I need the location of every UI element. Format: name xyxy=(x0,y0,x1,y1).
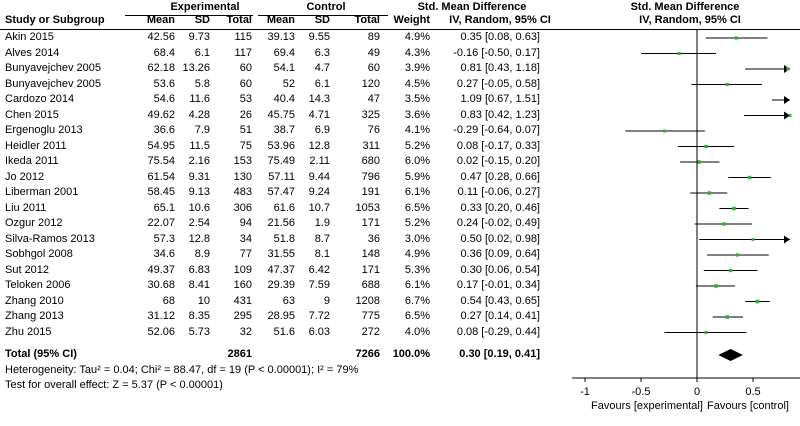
row-sd2: 2.11 xyxy=(309,155,330,167)
row-w: 6.5% xyxy=(404,201,430,214)
row-sd2: 9 xyxy=(323,294,330,307)
total-ci: 0.30 [0.19, 0.41] xyxy=(459,348,540,360)
row-study: Alves 2014 xyxy=(5,46,60,59)
row-ci: 0.30 [0.06, 0.54] xyxy=(460,263,540,276)
col-total1: Total xyxy=(226,14,252,26)
row-n2: 148 xyxy=(361,248,380,260)
row-ci: 0.33 [0.20, 0.46] xyxy=(460,201,540,214)
study-estimate-square xyxy=(736,253,739,256)
ci-arrow xyxy=(784,96,790,104)
row-n1: 431 xyxy=(233,294,252,307)
row-study: Zhang 2013 xyxy=(5,310,64,322)
row-sd2: 7.59 xyxy=(308,279,330,291)
study-estimate-square xyxy=(748,176,751,179)
row-w: 3.9% xyxy=(404,62,430,74)
row-ci: 0.83 [0.42, 1.23] xyxy=(460,108,540,121)
favours-control-label: Favours [control] xyxy=(707,400,789,412)
row-w: 4.0% xyxy=(404,325,430,338)
x-tick-label: 0.5 xyxy=(745,386,761,398)
row-study: Teloken 2006 xyxy=(5,279,71,291)
row-sd1: 9.31 xyxy=(188,170,210,183)
study-estimate-square xyxy=(732,207,736,211)
pooled-diamond xyxy=(718,349,743,361)
total-weight: 100.0% xyxy=(392,348,430,360)
col-mean2: Mean xyxy=(266,14,295,26)
row-m1: 75.54 xyxy=(147,155,175,167)
row-w: 6.7% xyxy=(404,294,430,307)
row-m1: 36.6 xyxy=(153,124,175,136)
row-w: 6.1% xyxy=(404,186,430,198)
row-sd2: 6.1 xyxy=(314,77,330,90)
row-sd1: 4.28 xyxy=(188,108,210,121)
row-sd1: 6.1 xyxy=(194,46,210,59)
row-n1: 51 xyxy=(239,124,252,136)
row-ci: 0.27 [0.14, 0.41] xyxy=(460,310,540,322)
col-total2: Total xyxy=(354,14,380,26)
row-n1: 77 xyxy=(239,248,252,260)
row-sd1: 7.9 xyxy=(194,124,210,136)
study-estimate-square xyxy=(708,191,712,195)
row-ci: 0.17 [-0.01, 0.34] xyxy=(456,279,540,291)
row-n2: 796 xyxy=(361,170,380,183)
row-m2: 61.6 xyxy=(273,201,295,214)
row-ci: 0.11 [-0.06, 0.27] xyxy=(457,186,540,198)
row-m2: 45.75 xyxy=(267,108,295,121)
row-m1: 34.6 xyxy=(153,248,175,260)
row-m1: 54.95 xyxy=(147,139,175,152)
study-estimate-square xyxy=(752,238,755,241)
row-sd1: 5.73 xyxy=(188,325,210,338)
row-study: Bunyavejchev 2005 xyxy=(5,77,102,90)
row-sd1: 11.6 xyxy=(189,93,210,105)
overall-effect-note: Test for overall effect: Z = 5.37 (P < 0.00001) xyxy=(5,379,223,391)
row-w: 5.3% xyxy=(404,263,430,276)
row-sd2: 9.24 xyxy=(308,186,330,198)
row-n2: 76 xyxy=(367,124,380,136)
row-n1: 160 xyxy=(233,279,252,291)
row-sd1: 2.54 xyxy=(188,217,210,229)
row-m2: 63 xyxy=(282,294,295,307)
row-ci: 1.09 [0.67, 1.51] xyxy=(460,93,540,105)
row-w: 5.2% xyxy=(404,217,430,229)
ci-arrow xyxy=(784,236,790,244)
row-m1: 30.68 xyxy=(147,279,175,291)
row-m2: 40.4 xyxy=(273,93,295,105)
row-sd2: 6.42 xyxy=(308,263,330,276)
row-sd2: 8.7 xyxy=(314,232,330,245)
row-ci: -0.16 [-0.50, 0.17] xyxy=(453,46,540,59)
row-n1: 295 xyxy=(233,310,252,322)
row-m2: 21.56 xyxy=(267,217,295,229)
row-n1: 117 xyxy=(234,46,252,59)
row-m1: 68.4 xyxy=(153,46,175,59)
row-study: Zhu 2015 xyxy=(5,325,52,338)
row-n2: 89 xyxy=(367,31,380,43)
row-m1: 57.3 xyxy=(153,232,175,245)
row-n2: 49 xyxy=(367,46,380,59)
study-estimate-square xyxy=(663,129,666,132)
row-ci: 0.81 [0.43, 1.18] xyxy=(460,62,540,74)
row-sd1: 5.8 xyxy=(194,77,210,90)
row-n1: 60 xyxy=(239,77,252,90)
row-w: 6.5% xyxy=(404,310,430,322)
row-n1: 153 xyxy=(233,155,252,167)
study-estimate-square xyxy=(735,36,738,39)
row-m2: 52 xyxy=(282,77,295,90)
row-m2: 75.49 xyxy=(267,155,295,167)
study-estimate-square xyxy=(678,52,681,55)
row-m1: 65.1 xyxy=(153,201,175,214)
row-sd1: 10 xyxy=(197,294,210,307)
row-n1: 60 xyxy=(239,62,252,74)
row-w: 4.5% xyxy=(404,77,430,90)
row-ci: 0.54 [0.43, 0.65] xyxy=(460,294,540,307)
row-n2: 60 xyxy=(367,62,380,74)
row-n1: 94 xyxy=(239,217,252,229)
row-study: Liberman 2001 xyxy=(5,186,79,198)
x-tick-label: -0.5 xyxy=(631,386,651,398)
row-m2: 57.11 xyxy=(268,170,295,183)
row-m2: 28.95 xyxy=(267,310,295,322)
row-w: 6.0% xyxy=(404,155,430,167)
row-m1: 22.07 xyxy=(147,217,175,229)
row-n2: 191 xyxy=(361,186,380,198)
row-m2: 47.37 xyxy=(267,263,295,276)
row-sd2: 6.03 xyxy=(308,325,330,338)
row-study: Silva-Ramos 2013 xyxy=(5,232,95,245)
row-n2: 688 xyxy=(361,279,380,291)
row-sd2: 1.9 xyxy=(314,217,330,229)
row-n2: 272 xyxy=(361,325,380,338)
row-sd1: 9.73 xyxy=(188,31,210,43)
row-m1: 52.06 xyxy=(147,325,175,338)
row-n2: 311 xyxy=(362,139,380,152)
col-ci: IV, Random, 95% CI xyxy=(449,14,551,26)
row-n2: 120 xyxy=(361,77,380,90)
row-study: Sut 2012 xyxy=(5,263,50,276)
row-w: 3.5% xyxy=(404,93,430,105)
row-m2: 54.1 xyxy=(273,62,295,74)
row-n2: 36 xyxy=(367,232,380,245)
row-m1: 42.56 xyxy=(147,31,175,43)
row-sd1: 2.16 xyxy=(188,155,210,167)
row-sd1: 13.26 xyxy=(182,62,210,74)
row-m2: 29.39 xyxy=(267,279,295,291)
row-n2: 1053 xyxy=(355,201,380,214)
row-m1: 61.54 xyxy=(147,170,175,183)
row-n1: 75 xyxy=(239,139,252,152)
col-sd1: SD xyxy=(194,14,210,26)
study-estimate-square xyxy=(704,331,707,334)
row-study: Liu 2011 xyxy=(5,201,47,214)
total-n2: 7266 xyxy=(355,348,380,360)
row-sd1: 8.9 xyxy=(194,248,210,260)
study-estimate-square xyxy=(786,68,789,71)
row-m2: 57.47 xyxy=(267,186,295,198)
study-estimate-square xyxy=(789,114,792,117)
row-n2: 47 xyxy=(367,93,380,105)
row-w: 4.3% xyxy=(404,46,430,59)
row-study: Akin 2015 xyxy=(5,31,54,43)
row-sd1: 11.5 xyxy=(189,139,210,152)
plot-title-header: Std. Mean Difference xyxy=(630,1,740,13)
effect-title-header: Std. Mean Difference xyxy=(417,1,527,13)
row-sd2: 9.44 xyxy=(308,170,330,183)
row-w: 4.9% xyxy=(404,31,430,43)
row-ci: 0.24 [-0.02, 0.49] xyxy=(456,217,540,229)
row-study: Jo 2012 xyxy=(5,170,45,183)
row-n2: 325 xyxy=(361,108,380,121)
row-sd1: 10.6 xyxy=(188,201,210,214)
row-ci: 0.36 [0.09, 0.64] xyxy=(460,248,540,260)
row-m1: 53.6 xyxy=(153,77,175,90)
row-n2: 680 xyxy=(361,155,380,167)
study-estimate-square xyxy=(714,284,718,288)
x-tick-label: -1 xyxy=(580,386,590,398)
row-m1: 49.62 xyxy=(147,108,175,121)
row-ci: 0.08 [-0.29, 0.44] xyxy=(456,325,540,338)
row-sd2: 7.72 xyxy=(308,310,330,322)
row-m2: 39.13 xyxy=(267,31,295,43)
total-label: Total (95% CI) xyxy=(5,348,77,360)
row-m1: 54.6 xyxy=(153,93,175,105)
row-sd2: 6.9 xyxy=(314,124,330,136)
row-w: 3.6% xyxy=(404,108,430,121)
row-w: 3.0% xyxy=(404,232,430,245)
row-ci: 0.02 [-0.15, 0.20] xyxy=(456,155,540,167)
row-sd1: 12.8 xyxy=(188,232,210,245)
x-tick-label: 0 xyxy=(693,386,701,398)
row-m2: 51.6 xyxy=(273,325,295,338)
col-weight: Weight xyxy=(393,14,430,26)
row-sd1: 9.13 xyxy=(188,186,210,198)
row-n1: 34 xyxy=(239,232,252,245)
row-n1: 306 xyxy=(233,201,252,214)
row-n1: 483 xyxy=(233,186,252,198)
study-estimate-square xyxy=(722,222,725,225)
row-sd2: 4.7 xyxy=(314,62,330,74)
col-sd2: SD xyxy=(314,14,330,26)
row-n1: 32 xyxy=(239,325,252,338)
row-ci: 0.08 [-0.17, 0.33] xyxy=(456,139,540,152)
row-n1: 109 xyxy=(233,263,252,276)
col-plot-ci: IV, Random, 95% CI xyxy=(639,14,741,26)
row-w: 4.1% xyxy=(404,124,430,136)
row-study: Zhang 2010 xyxy=(5,294,64,307)
row-n1: 130 xyxy=(233,170,252,183)
row-sd2: 9.55 xyxy=(308,31,330,43)
row-w: 6.1% xyxy=(404,279,430,291)
row-n1: 53 xyxy=(239,93,252,105)
favours-experimental-label: Favours [experimental] xyxy=(591,400,703,412)
row-n2: 171 xyxy=(361,263,380,276)
col-mean1: Mean xyxy=(146,14,175,26)
row-w: 5.2% xyxy=(404,139,430,152)
row-m1: 31.12 xyxy=(147,310,175,322)
row-sd2: 12.8 xyxy=(308,139,330,152)
row-m2: 51.8 xyxy=(273,232,295,245)
control-group-header: Control xyxy=(306,1,346,13)
row-sd1: 8.41 xyxy=(188,279,210,291)
heterogeneity-note: Heterogeneity: Tau² = 0.04; Chi² = 88.47, df = 19 (P < 0.00001); I² = 79% xyxy=(5,364,359,376)
row-sd2: 10.7 xyxy=(308,201,330,214)
row-ci: 0.27 [-0.05, 0.58] xyxy=(456,77,540,90)
row-n2: 1208 xyxy=(355,294,380,307)
row-sd1: 8.35 xyxy=(188,310,210,322)
study-estimate-square xyxy=(726,83,729,86)
row-study: Cardozo 2014 xyxy=(5,93,75,105)
row-m1: 62.18 xyxy=(147,62,175,74)
row-study: Ikeda 2011 xyxy=(5,155,59,167)
row-sd2: 14.3 xyxy=(308,93,330,105)
row-n1: 26 xyxy=(239,108,252,121)
row-sd2: 4.71 xyxy=(308,108,330,121)
row-w: 5.9% xyxy=(404,170,430,183)
row-study: Bunyavejchev 2005 xyxy=(5,62,102,74)
study-estimate-square xyxy=(697,160,701,164)
study-estimate-square xyxy=(729,269,732,272)
row-w: 4.9% xyxy=(404,248,430,260)
row-study: Chen 2015 xyxy=(5,108,59,121)
row-m2: 38.7 xyxy=(273,124,295,136)
row-ci: 0.35 [0.08, 0.63] xyxy=(460,31,540,43)
row-ci: 0.50 [0.02, 0.98] xyxy=(460,232,540,245)
row-ci: 0.47 [0.28, 0.66] xyxy=(460,170,540,183)
total-n1: 2861 xyxy=(227,348,252,360)
row-n1: 115 xyxy=(234,31,252,43)
row-m1: 49.37 xyxy=(147,263,175,276)
row-sd1: 6.83 xyxy=(188,263,210,276)
row-m2: 31.55 xyxy=(267,248,295,260)
study-estimate-square xyxy=(756,300,760,304)
col-study: Study or Subgroup xyxy=(5,14,105,26)
row-n2: 775 xyxy=(361,310,380,322)
row-sd2: 6.3 xyxy=(314,46,330,59)
row-study: Ozgur 2012 xyxy=(5,217,63,229)
row-m1: 68 xyxy=(162,294,175,307)
row-ci: -0.29 [-0.64, 0.07] xyxy=(453,124,540,136)
row-m1: 58.45 xyxy=(147,186,175,198)
study-estimate-square xyxy=(704,145,707,148)
experimental-group-header: Experimental xyxy=(170,1,240,13)
row-sd2: 8.1 xyxy=(314,248,330,260)
row-study: Sobhgol 2008 xyxy=(5,248,73,260)
row-n2: 171 xyxy=(361,217,380,229)
row-study: Ergenoglu 2013 xyxy=(5,124,83,136)
study-estimate-square xyxy=(725,315,729,319)
row-m2: 53.96 xyxy=(267,139,295,152)
row-m2: 69.4 xyxy=(273,46,295,59)
row-study: Heidler 2011 xyxy=(5,139,67,152)
